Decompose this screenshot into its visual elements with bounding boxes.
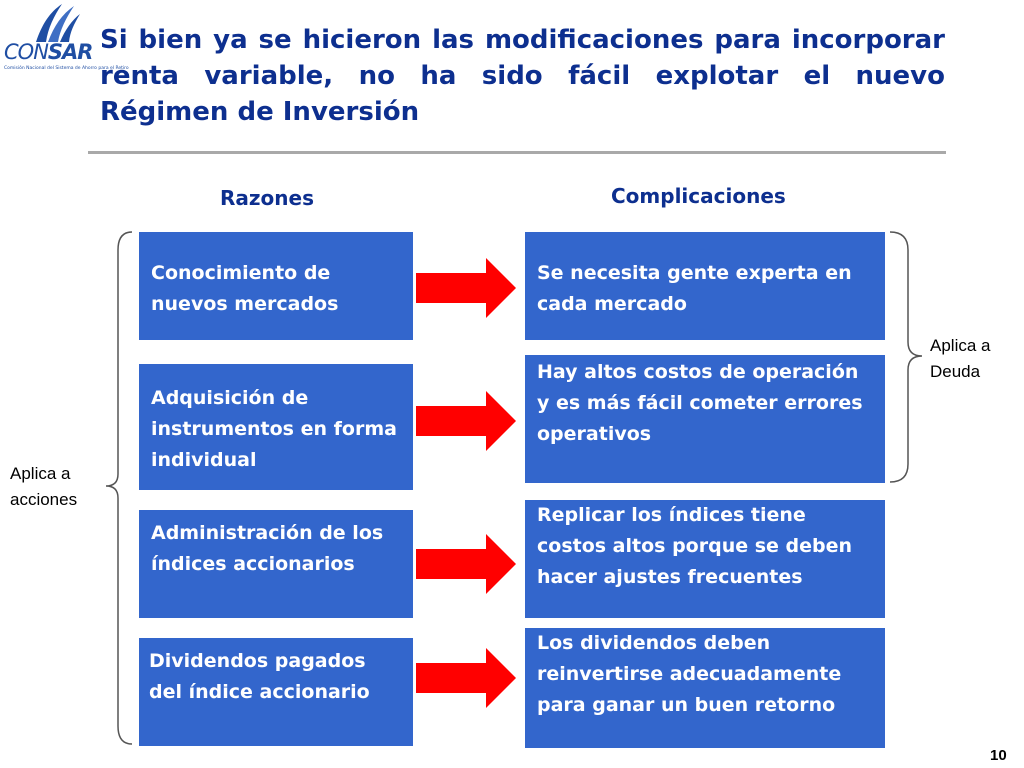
complication-box-1: Se necesita gente experta en cada mercado <box>525 232 885 340</box>
logo-wordmark: CONSAR <box>4 40 93 64</box>
complication-box-4: Los dividendos deben reinvertirse adecuadamente para ganar un buen retorno <box>525 628 885 748</box>
slide-title: Si bien ya se hicieron las modificaciones para incorporar renta variable, no ha sido fácil explotar el nuevo Régimen de Inversión <box>100 25 945 127</box>
complication-box-2: Hay altos costos de operación y es más fácil cometer errores operativos <box>525 355 885 483</box>
label-aplica-deuda: Aplica a Deuda <box>930 336 991 381</box>
arrow-right-icon <box>416 648 516 708</box>
column-header-complicaciones: Complicaciones <box>611 184 786 208</box>
arrow-right-icon <box>416 391 516 451</box>
right-brace-icon <box>890 232 922 482</box>
reason-box-1: Conocimiento de nuevos mercados <box>139 232 413 340</box>
arrow-right-icon <box>416 534 516 594</box>
logo-subtitle: Comisión Nacional del Sistema de Ahorro para el Retiro <box>4 66 129 71</box>
reason-box-4: Dividendos pagados del índice accionario <box>139 638 413 746</box>
reason-box-3: Administración de los índices accionarios <box>139 510 413 618</box>
reason-box-2: Adquisición de instrumentos en forma individual <box>139 364 413 490</box>
complication-box-3: Replicar los índices tiene costos altos porque se deben hacer ajustes frecuentes <box>525 500 885 618</box>
arrow-right-icon <box>416 258 516 318</box>
label-aplica-acciones: Aplica a acciones <box>10 464 78 509</box>
page-number: 10 <box>990 747 1007 764</box>
column-header-razones: Razones <box>220 186 314 210</box>
